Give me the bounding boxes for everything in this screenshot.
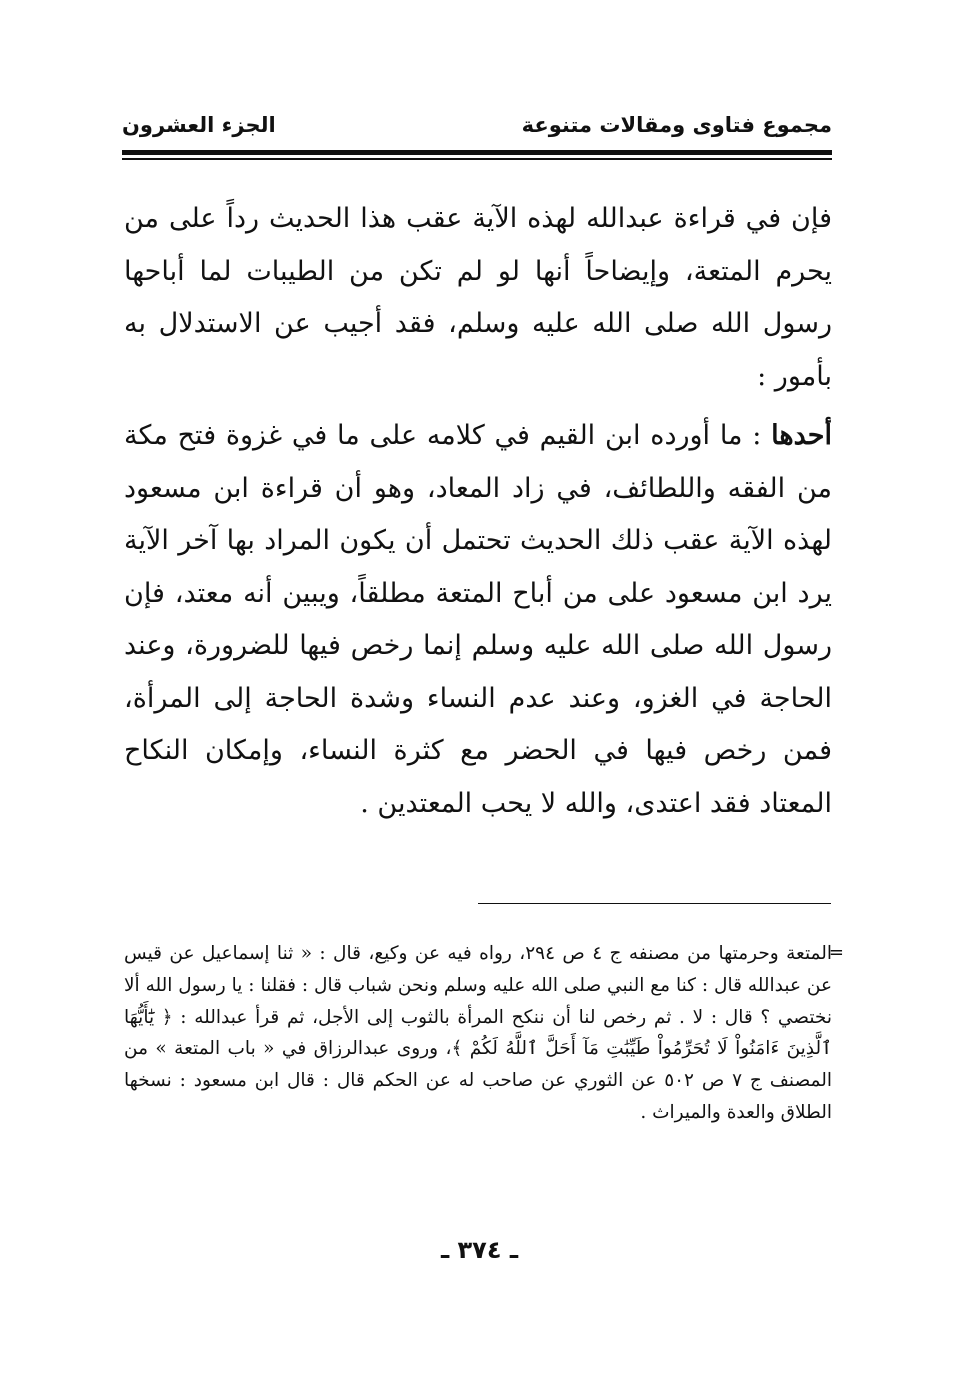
header-rule-thin bbox=[122, 158, 832, 160]
volume-label: الجزء العشرون bbox=[122, 113, 276, 137]
paragraph-2-text: : ما أورده ابن القيم في كلامه على ما في غزوة فتح مكة من الفقه واللطائف، في زاد المعاد، وهو أن قراءة ابن مسعود لهذه الآية عقب ذلك الحديث تحتمل أن يكون المراد بها آخر الآية يرد ابن مسعود على من أباح المتعة مطلقاً، ويبين أنه معتد، فإن رسول الله صلى الله عليه وسلم إنما رخص فيها للضرورة، وعند الحاجة في الغزو، وعند عدم النساء وشدة الحاجة إلى المرأة، فمن رخص فيها في الحضر مع كثرة النساء، وإمكان النكاح المعتاد فقد اعتدى، والله لا يحب المعتدين . bbox=[124, 420, 832, 819]
footnote-separator bbox=[478, 903, 831, 904]
paragraph-2-lead: أحدها bbox=[771, 420, 832, 451]
footnote bbox=[124, 938, 832, 1129]
book-title: مجموع فتاوى ومقالات متنوعة bbox=[521, 113, 832, 137]
paragraph-1: فإن في قراءة عبدالله لهذه الآية عقب هذا الحديث رداً على من يحرم المتعة، وإيضاحاً أنها لو لم تكن من الطيبات لما أباحها رسول الله صلى الله عليه وسلم، فقد أجيب عن الاستدلال به بأمور : bbox=[124, 203, 832, 392]
footnote-text: المتعة وحرمتها من مصنفه ج ٤ ص ٢٩٤، رواه فيه عن وكيع، قال : « ثنا إسماعيل عن قيس عن عبدالله قال : كنا مع النبي صلى الله عليه وسلم ونحن شباب قال : فقلنا : يا رسول الله ألا نختصي ؟ قال : لا . ثم رخص لنا أن ننكح المرأة بالثوب إلى الأجل، ثم قرأ عبدالله : ﴿ يَٰٓأَيُّهَا ٱلَّذِينَ ءَامَنُواْ لَا تُحَرِّمُواْ طَيِّبَٰتِ مَآ أَحَلَّ ٱللَّهُ لَكُمْ ﴾، وروى عبدالرزاق في « باب المتعة » من المصنف ج ٧ ص ٥٠٢ عن الثوري عن صاحب له عن الحكم قال : قال ابن مسعود : نسخها الطلاق والعدة والميراث . bbox=[124, 943, 832, 1123]
header-rule-thick bbox=[122, 150, 832, 155]
running-header bbox=[122, 105, 832, 145]
page-number: ـ ٣٧٤ ـ bbox=[440, 1236, 519, 1264]
footnote-continuation-mark: = bbox=[828, 942, 844, 963]
main-text bbox=[124, 193, 832, 830]
paragraph-2 bbox=[124, 410, 832, 830]
